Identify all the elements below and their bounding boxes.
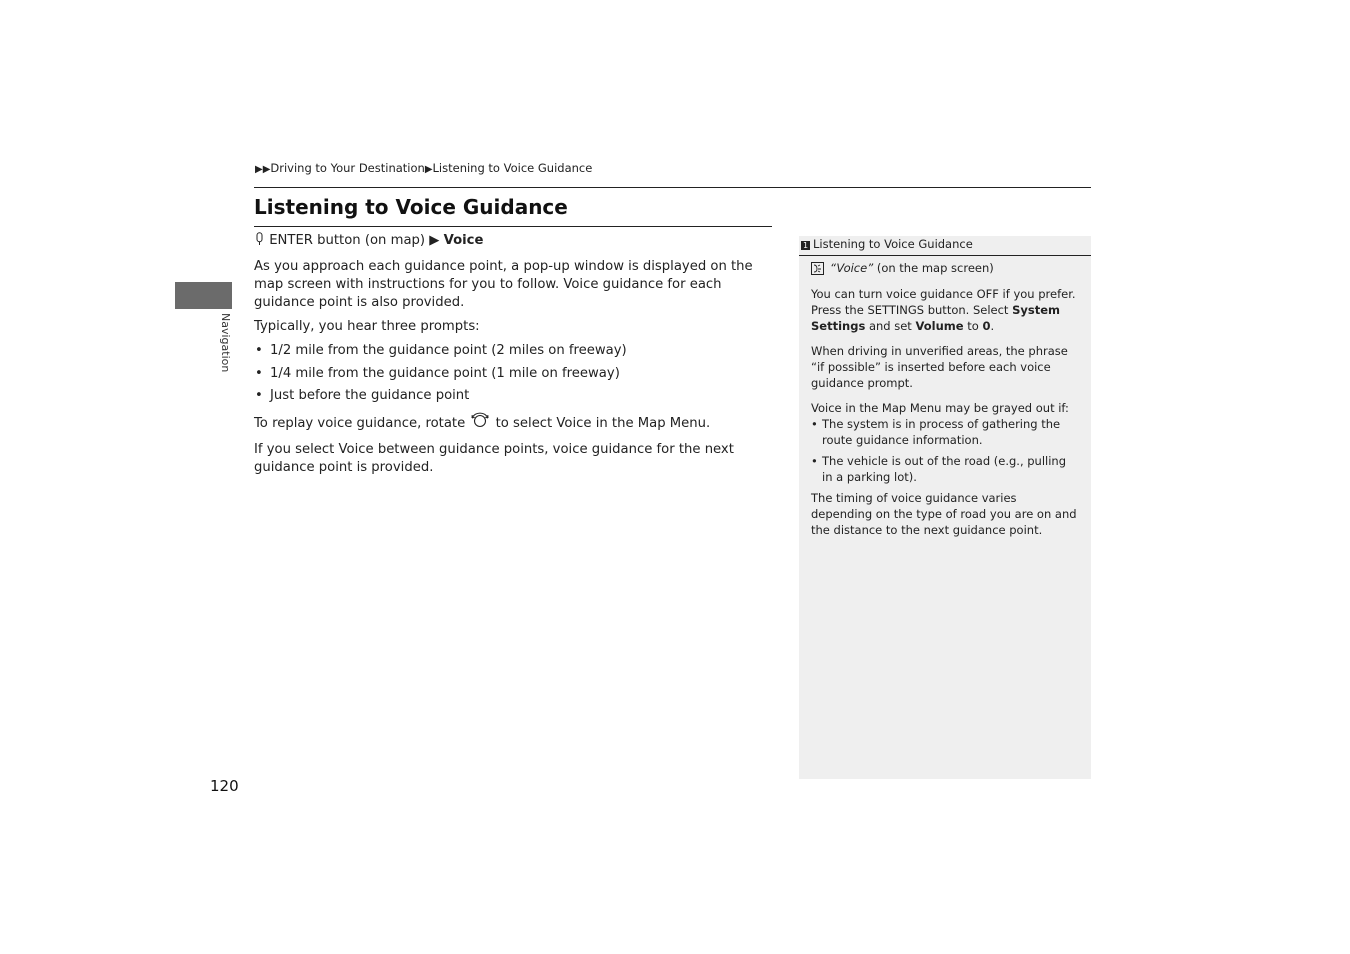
- prompts-list: [254, 342, 774, 405]
- list-item: • 1/4 mile from the guidance point (1 mile on freeway): [254, 365, 774, 383]
- voice-command-line: “Voice” (on the map screen): [811, 260, 1079, 276]
- breadcrumb-separator-icon: ▶: [424, 164, 433, 175]
- timing-paragraph: The timing of voice guidance varies depending on the type of road you are on and the distance to the next guidance point.: [811, 491, 1077, 537]
- replay-voice-term: Voice: [556, 416, 592, 431]
- unverified-paragraph: When driving in unverified areas, the phrase “if possible” is inserted before each voice guidance prompt.: [811, 344, 1068, 390]
- voice-command: “Voice”: [830, 261, 874, 275]
- menu-path: [254, 232, 774, 252]
- prompts-lead: Typically, you hear three prompts:: [254, 319, 480, 334]
- select-paragraph: If you select Voice between guidance points, voice guidance for the next guidance point is provided.: [254, 442, 734, 475]
- list-item: • The system is in process of gathering the route guidance information.: [811, 416, 1079, 448]
- list-item: • 1/2 mile from the guidance point (2 miles on freeway): [254, 342, 774, 360]
- intro-paragraph: As you approach each guidance point, a pop-up window is displayed on the map screen with instructions for you to follow. Voice guidance for each guidance point is also provided.: [254, 259, 753, 310]
- main-content: [254, 232, 774, 483]
- talk-button-icon: [811, 262, 824, 275]
- note-reference-icon: 1: [802, 241, 809, 250]
- select-voice-term: Voice: [338, 442, 374, 457]
- page-title: Listening to Voice Guidance: [254, 195, 568, 219]
- grayed-out-lead: Voice in the Map Menu may be grayed out if:: [811, 401, 1069, 415]
- sidebar-heading: 1 Listening to Voice Guidance: [799, 236, 1091, 256]
- menu-path-voice: Voice: [443, 233, 484, 248]
- breadcrumb: [255, 161, 592, 175]
- breadcrumb-current: Listening to Voice Guidance: [432, 161, 593, 175]
- voice-off-paragraph: You can turn voice guidance OFF if you prefer. Press the SETTINGS button. Select System Settings and set Volume to 0.: [811, 287, 1076, 333]
- notes-sidebar: [799, 236, 1091, 779]
- section-tab-label: Navigation: [219, 313, 232, 373]
- list-item: • Just before the guidance point: [254, 387, 774, 405]
- menu-path-enter: ENTER button (on map): [269, 233, 426, 248]
- breadcrumb-arrows-icon: ▶▶: [255, 164, 271, 175]
- header-divider: [254, 187, 1091, 188]
- breadcrumb-section[interactable]: Driving to Your Destination: [270, 161, 425, 175]
- interface-dial-icon: [469, 411, 491, 435]
- menu-path-arrow-icon: ▶: [429, 233, 440, 248]
- section-tab: [175, 282, 232, 309]
- grayed-out-list: [811, 416, 1079, 485]
- joystick-icon: [254, 232, 265, 252]
- replay-paragraph: To replay voice guidance, rotate to select Voice in the Map Menu.: [254, 411, 774, 435]
- title-divider: [254, 226, 772, 227]
- list-item: • The vehicle is out of the road (e.g., pulling in a parking lot).: [811, 453, 1079, 485]
- page-number: 120: [210, 777, 239, 795]
- sidebar-body: [799, 256, 1091, 538]
